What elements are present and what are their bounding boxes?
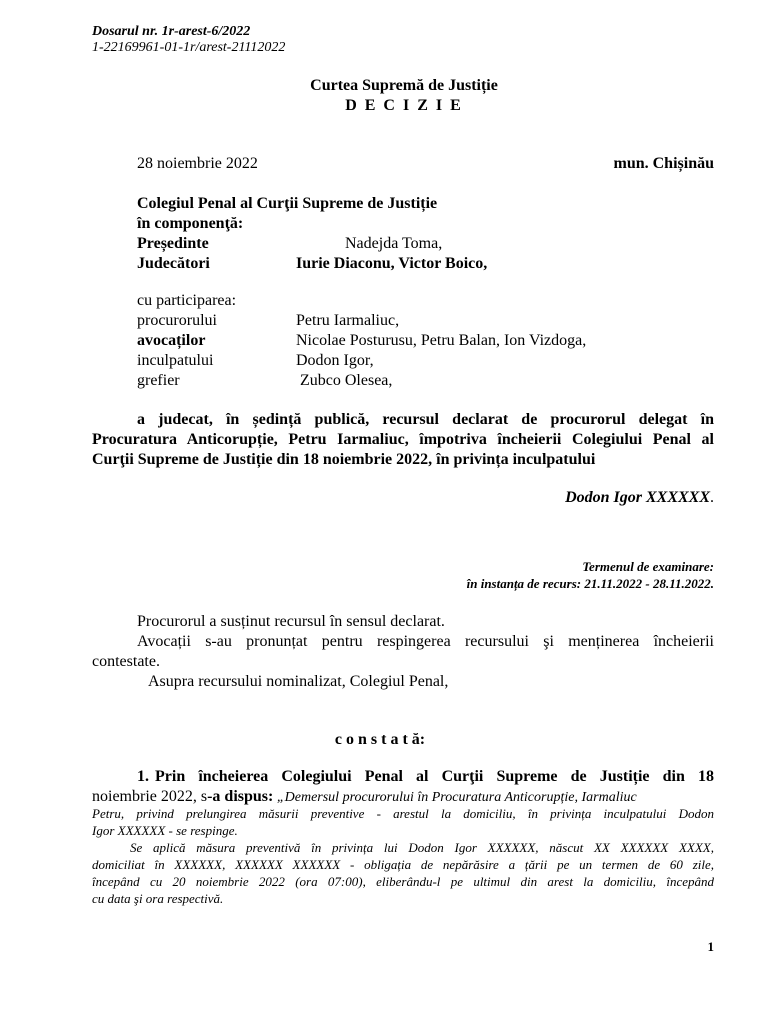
panel-title: Colegiul Penal al Curţii Supreme de Justiție <box>137 195 438 212</box>
participant-label: inculpatului <box>137 352 214 369</box>
participant-value: Petru Iarmaliuc, <box>296 312 400 329</box>
panel-composition: în componenţă: <box>137 215 244 232</box>
judges-label: Judecători <box>137 255 210 272</box>
section-1-text-2c: „Demersul procurorului în Procuratura Anticorupție, Iarmaliuc <box>273 790 637 805</box>
judges-names: Iurie Diaconu, Victor Boico, <box>296 255 488 272</box>
prosecutor-paragraph: Procurorul a susținut recursul în sensul declarat. <box>137 613 445 630</box>
term-value: în instanța de recurs: 21.11.2022 - 28.11.2022. <box>466 576 714 591</box>
participant-value: Dodon Igor, <box>296 352 374 369</box>
participant-label: procurorului <box>137 312 217 329</box>
colegiul-paragraph: Asupra recursului nominalizat, Colegiul Penal, <box>148 673 449 690</box>
quote-line-3: Se aplică măsura preventivă în privința lui Dodon Igor XXXXXX, născut XX XXXXXX XXXX, <box>130 840 714 855</box>
section-1-text-2b: -a dispus: <box>207 788 274 805</box>
participant-label: grefier <box>137 372 180 389</box>
section-1-line-2 <box>92 787 714 808</box>
finds-heading: c o n s t a t ă: <box>334 731 426 748</box>
lawyers-paragraph-line-2: contestate. <box>92 653 160 670</box>
quote-line-1: Petru, privind prelungirea măsurii preventive - arestul la domiciliu, în privința inculpatului Dodon <box>92 806 714 821</box>
document-title: D E C I Z I E <box>345 97 463 114</box>
defendant-name <box>565 488 714 508</box>
participant-value: Zubco Olesea, <box>300 372 393 389</box>
page-number: 1 <box>707 939 714 954</box>
decision-city: mun. Chișinău <box>613 155 714 172</box>
judged-line-2: Procuratura Anticorupție, Petru Iarmaliuc, împotriva încheierii Colegiului Penal al <box>92 431 714 448</box>
participant-label: avocaților <box>137 332 206 349</box>
decision-date: 28 noiembrie 2022 <box>137 155 258 172</box>
file-id: 1-22169961-01-1r/arest-21112022 <box>92 40 286 55</box>
defendant-name-period: . <box>710 489 714 506</box>
quote-line-5: începând cu 20 noiembrie 2022 (ora 07:00), eliberându-l pe ultimul din arest la domiciliu, începând <box>92 874 714 889</box>
lawyers-paragraph-line-1: Avocații s-au pronunțat pentru respingerea recursului şi menținerea încheierii <box>137 633 714 650</box>
term-label: Termenul de examinare: <box>582 559 714 574</box>
quote-line-4: domiciliat în XXXXXX, XXXXXX XXXXXX - obligația de nepărăsire a țării pe un termen de 60 zile, <box>92 857 714 872</box>
quote-line-6: cu data şi ora respectivă. <box>92 891 224 906</box>
defendant-name-text: Dodon Igor XXXXXX <box>565 489 710 506</box>
president-name: Nadejda Toma, <box>345 235 443 252</box>
section-1-line-1 <box>137 767 714 787</box>
participant-value: Nicolae Posturusu, Petru Balan, Ion Vizdoga, <box>296 332 587 349</box>
judged-line-1: a judecat, în ședință publică, recursul declarat de procurorul delegat în <box>137 411 714 428</box>
file-number: Dosarul nr. 1r-arest-6/2022 <box>92 24 251 39</box>
section-number: 1. <box>137 768 149 785</box>
participation-title: cu participarea: <box>137 292 237 309</box>
quote-line-2: Igor XXXXXX - se respinge. <box>92 823 238 838</box>
court-name: Curtea Supremă de Justiție <box>310 77 498 94</box>
section-1-text-1: Prin încheierea Colegiului Penal al Curţii Supreme de Justiție din 18 <box>155 768 714 785</box>
president-label: Președinte <box>137 235 209 252</box>
judged-line-3: Curţii Supreme de Justiție din 18 noiembrie 2022, în privința inculpatului <box>92 451 596 468</box>
section-1-text-2a: noiembrie 2022, s <box>92 788 208 805</box>
